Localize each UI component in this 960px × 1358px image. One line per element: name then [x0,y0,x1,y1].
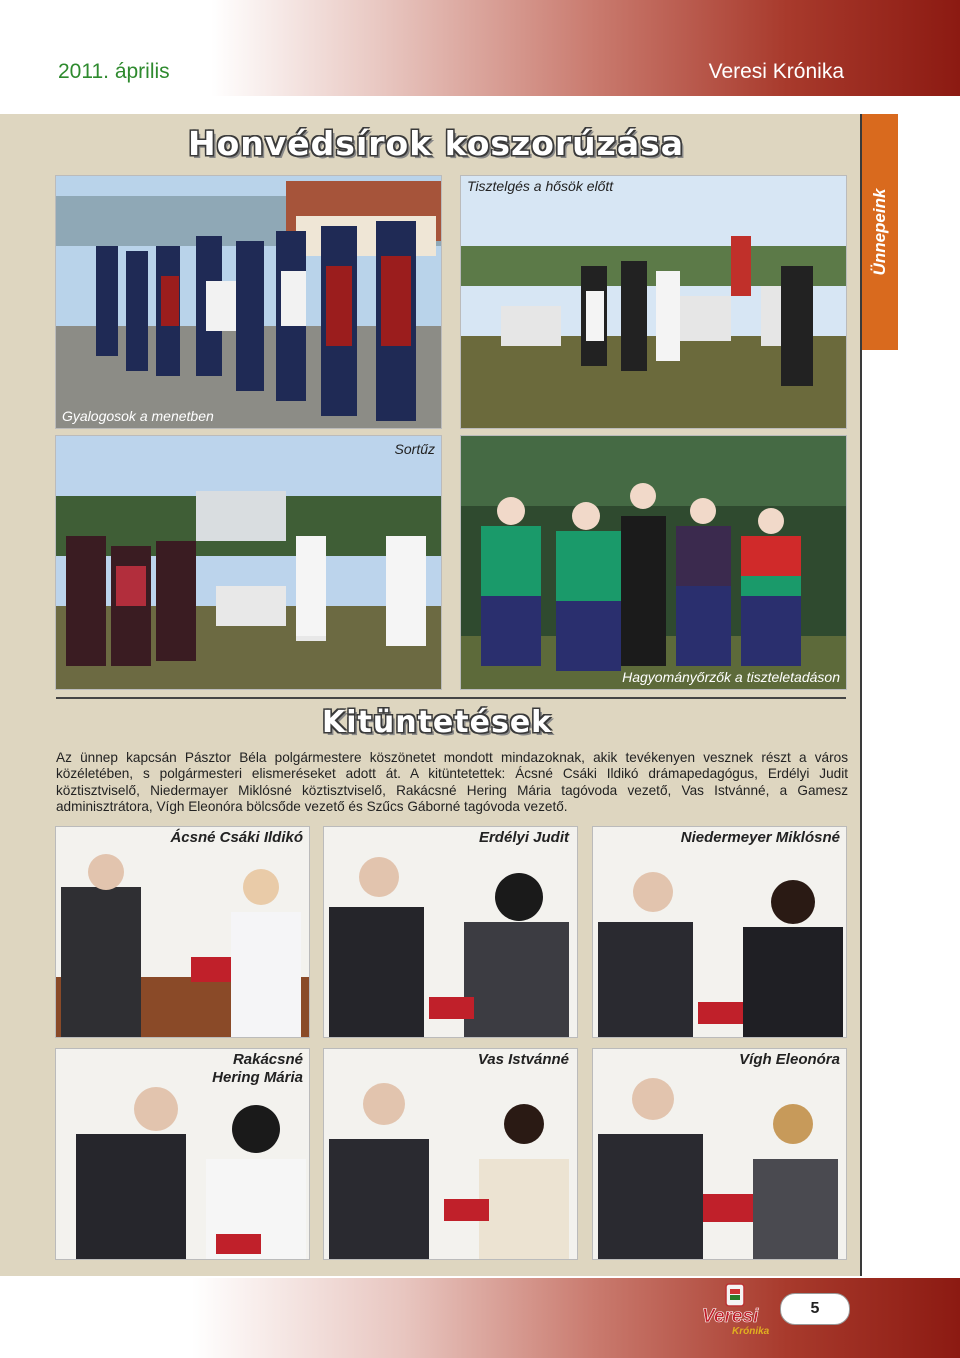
award-ceremony-image [56,827,309,1037]
award-photo-4 [55,1048,310,1260]
awardee-name: Erdélyi Judit [478,829,569,846]
section-tab [862,114,898,350]
veresi-kronika-logo [696,1282,776,1338]
section-divider [56,697,846,699]
award-photo-6 [592,1048,847,1260]
section-title: Kitüntetések [322,705,553,740]
award-photo-3 [592,826,847,1038]
photo-caption: Hagyományőrzők a tiszteletadáson [622,669,840,685]
photo-marching [55,175,442,429]
issue-date: 2011. április [58,60,170,83]
awardee-name: Vígh Eleonóra [739,1051,840,1068]
awardee-name-line1: Rakácsné [232,1051,303,1068]
page-number: 5 [780,1293,850,1325]
article-body: Az ünnep kapcsán Pásztor Béla polgármestere köszönetet mondott mindazoknak, akik tevékenyen vesznek részt a város közéletében, s polgármesteri elismeréseket adott át. A kitüntetettek: Ácsné Csáki Ildikó drámapedagógus, Erdélyi Judit köztisztviselő, Niedermayer Miklósné köztisztviselő, Rakácsné Hering Mária tagóvoda vezető, Vas Istvánné, a Gamesz adminisztrátora, Vígh Eleonóra bölcsőde vezető és Szűcs Gáborné tagóvoda vezető. [56,750,848,814]
awardee-name: Ácsné Csáki Ildikó [170,829,303,846]
awardee-name: Vas Istvánné [477,1051,569,1068]
magazine-title: Veresi Krónika [708,60,844,83]
photo-caption: Tisztelgés a hősök előtt [467,178,614,194]
award-ceremony-image [324,1049,577,1259]
section-tab-label: Ünnepeink [870,188,889,276]
photo-honor-guard [460,175,847,429]
award-ceremony-image [593,1049,846,1259]
awardee-name: Niedermeyer Miklósné [680,829,840,846]
folk-costume-women-image [461,436,846,689]
award-ceremony-image [593,827,846,1037]
award-photo-5 [323,1048,578,1260]
svg-text:Krónika: Krónika [732,1326,770,1337]
gun-salute-image [56,436,441,689]
award-photo-1 [55,826,310,1038]
photo-caption: Sortűz [394,441,435,457]
photo-tradition-keepers [460,435,847,690]
award-ceremony-image [324,827,577,1037]
award-photo-2 [323,826,578,1038]
photo-salute [55,435,442,690]
marching-soldiers-image [56,176,441,428]
photo-caption: Gyalogosok a menetben [62,408,214,424]
article-title: Honvédsírok koszorúzása [188,124,685,163]
svg-text:Veresi: Veresi [702,1306,759,1327]
cemetery-honor-guard-image [461,176,846,428]
awardee-name-line2: Hering Mária [212,1069,303,1086]
page-header [0,0,960,96]
